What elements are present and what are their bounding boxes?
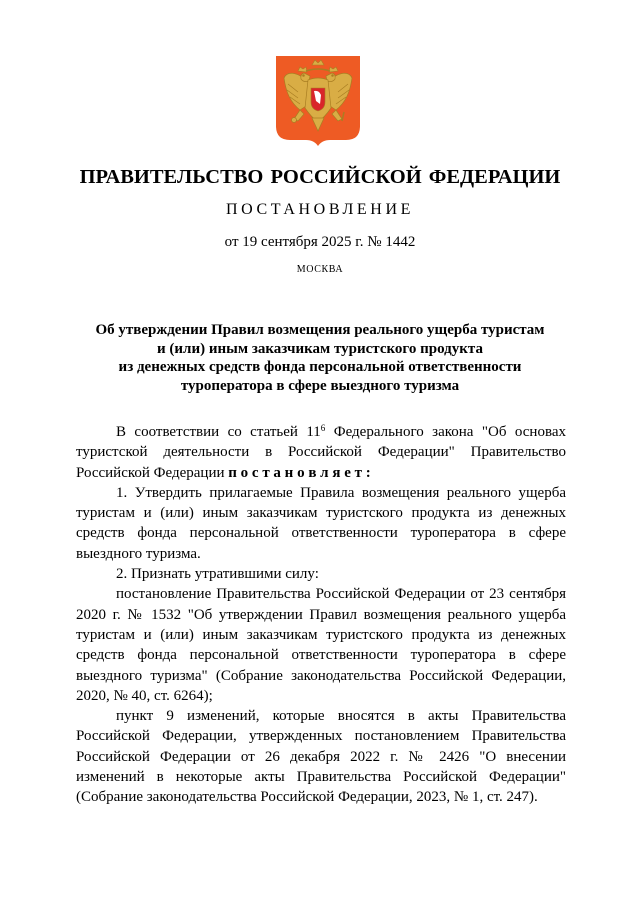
document-body: [76, 422, 566, 808]
resolves-word: п о с т а н о в л я е т :: [228, 464, 371, 481]
heading-line: туроператора в сфере выездного туризма: [180, 377, 460, 394]
document-type: ПОСТАНОВЛЕНИЕ: [226, 201, 414, 218]
government-title: ПРАВИТЕЛЬСТВО РОССИЙСКОЙ ФЕДЕРАЦИИ: [79, 166, 561, 188]
article-superscript: 6: [320, 423, 326, 433]
coat-of-arms-icon: [276, 56, 360, 146]
body-paragraph-item-2: 2. Признать утратившими силу:: [116, 566, 319, 583]
preamble-text-end: Федерального закона "Об основах туристской деятельности в Российской Федерации" Правительство Российской Федерации: [76, 424, 566, 481]
body-paragraph-repealed-2: пункт 9 изменений, которые вносятся в акты Правительства Российской Федерации, утвержденных постановлением Правительства Российской Федерации от 26 декабря 2022 г. № 2426 "О внесении изменений в некоторые акты Правительства Российской Федерации" (Собрание законодательства Российской Федерации, 2023, № 1, ст. 247).: [76, 708, 566, 806]
body-paragraph-preamble: [76, 422, 566, 483]
preamble-text-start: В соответствии со статьей 11: [116, 424, 321, 440]
heading-line: Об утверждении Правил возмещения реального ущерба туристам: [95, 322, 545, 338]
document-city: МОСКВА: [296, 264, 344, 275]
document-date-number: от 19 сентября 2025 г. № 1442: [224, 234, 416, 250]
body-paragraph-repealed-1: постановление Правительства Российской Федерации от 23 сентября 2020 г. № 1532 "Об утверждении Правил возмещения реального ущерба туристам и (или) иным заказчикам туристского продукта из денежных средств фонда персональной ответственности туроператора в сфере выездного туризма" (Собрание законодательства Российской Федерации, 2020, № 40, ст. 6264);: [76, 586, 566, 704]
heading-line: и (или) иным заказчикам туристского продукта: [157, 340, 483, 357]
document-heading: [60, 321, 580, 395]
body-paragraph-item-1: 1. Утвердить прилагаемые Правила возмещения реального ущерба туристам и (или) иным заказчикам туристского продукта из денежных средств фонда персональной ответственности туроператора в сфере выездного туризма.: [76, 484, 566, 562]
heading-line: из денежных средств фонда персональной ответственности: [118, 359, 522, 375]
